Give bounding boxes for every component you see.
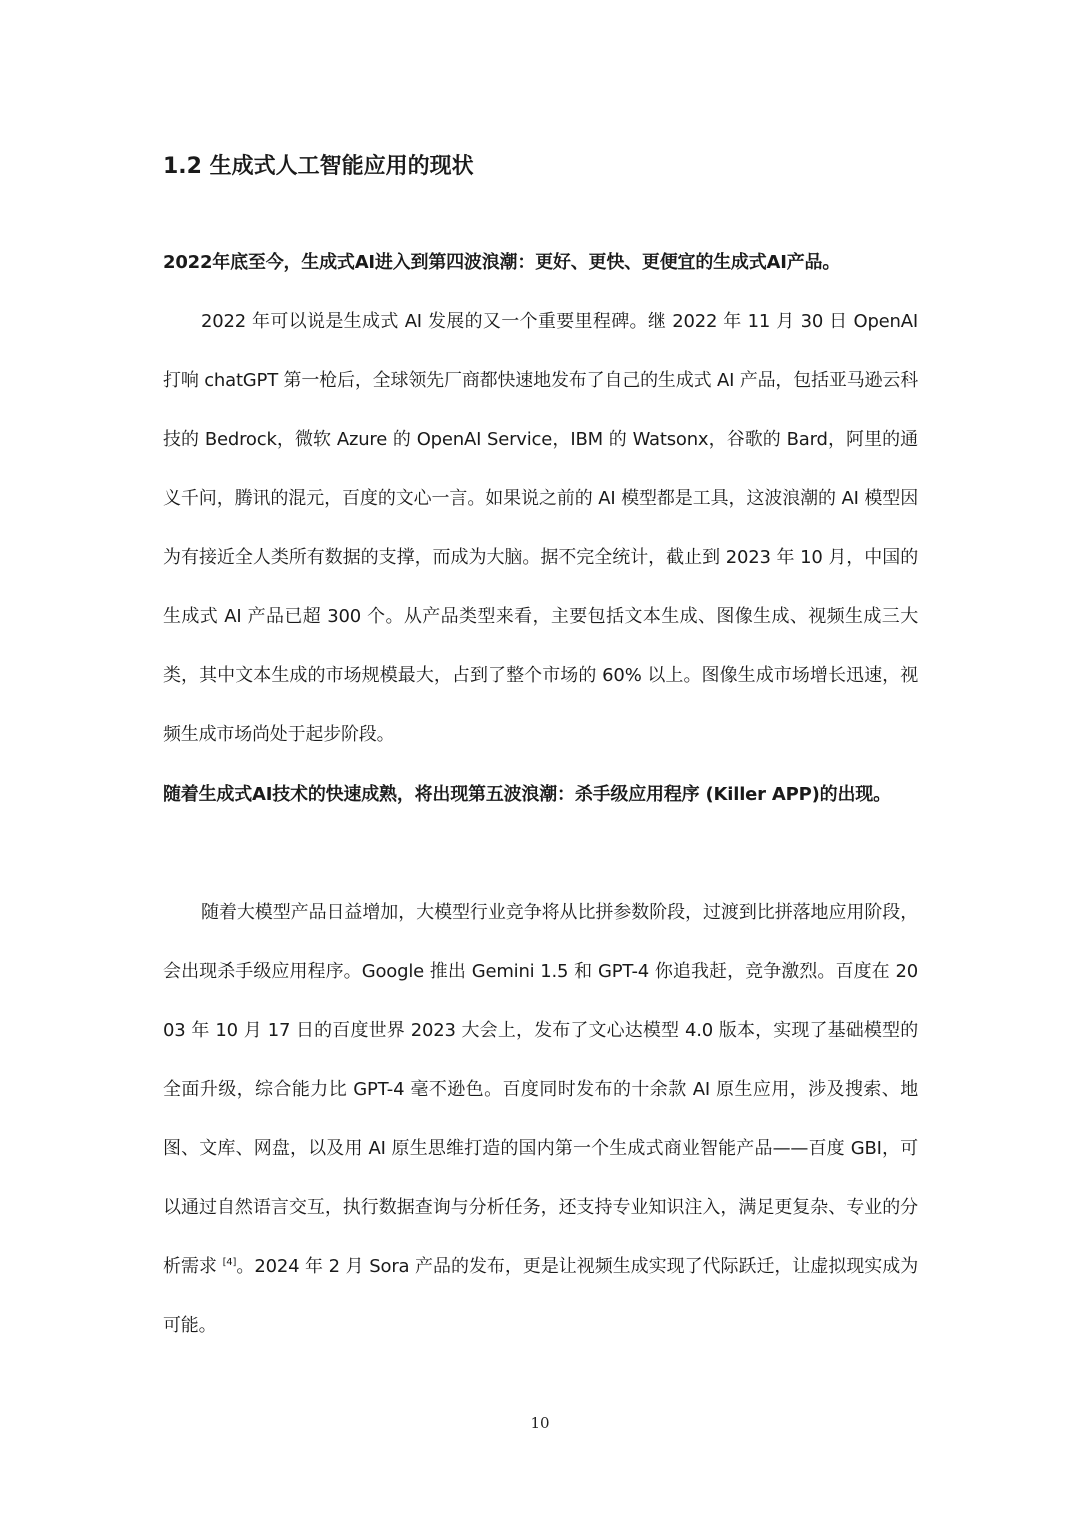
heading-fourth-wave: 2022年底至今，生成式AI进入到第四波浪潮：更好、更快、更便宜的生成式AI产品。 (163, 252, 841, 273)
page-number: 10 (530, 1414, 550, 1432)
heading-fifth-wave: 随着生成式AI技术的快速成熟，将出现第五波浪潮：杀手级应用程序 (Killer APP)的出现。 (163, 784, 891, 805)
citation-reference[interactable]: [4] (222, 1257, 237, 1268)
paragraph-text-part-1: 随着大模型产品日益增加，大模型行业竞争将从比拼参数阶段，过渡到比拼落地应用阶段，会出现杀手级应用程序。Google 推出 Gemini 1.5 和 GPT-4 你追我赶，竞争激烈。百度在 2003 年 10 月 17 日的百度世界 2023 大会上，发布了文心达模型 4.0 版本，实现了基础模型的全面升级，综合能力比 GPT-4 毫不逊色。百度同时发布的十余款 AI 原生应用，涉及搜索、地图、文库、网盘，以及用 AI 原生思维打造的国内第一个生成式商业智能产品——百度 GBI，可以通过自然语言交互，执行数据查询与分析任务，还支持专业知识注入，满足更复杂、专业的分析需求 (163, 902, 918, 1277)
paragraph-text-part-2: 。2024 年 2 月 Sora 产品的发布，更是让视频生成实现了代际跃迁，让虚拟现实成为可能。 (163, 1256, 918, 1336)
section-title: 1.2 生成式人工智能应用的现状 (163, 154, 474, 179)
paragraph-fifth-wave (163, 883, 918, 1355)
paragraph-fourth-wave: 2022 年可以说是生成式 AI 发展的又一个重要里程碑。继 2022 年 11 月 30 日 OpenAI 打响 chatGPT 第一枪后，全球领先厂商都快速地发布了自己的生成式 AI 产品，包括亚马逊云科技的 Bedrock，微软 Azure 的 OpenAI Service，IBM 的 Watsonx，谷歌的 Bard，阿里的通义千问，腾讯的混元，百度的文心一言。如果说之前的 AI 模型都是工具，这波浪潮的 AI 模型因为有接近全人类所有数据的支撑，而成为大脑。据不完全统计，截止到 2023 年 10 月，中国的生成式 AI 产品已超 300 个。从产品类型来看，主要包括文本生成、图像生成、视频生成三大类，其中文本生成的市场规模最大，占到了整个市场的 60% 以上。图像生成市场增长迅速，视频生成市场尚处于起步阶段。 (163, 311, 918, 745)
